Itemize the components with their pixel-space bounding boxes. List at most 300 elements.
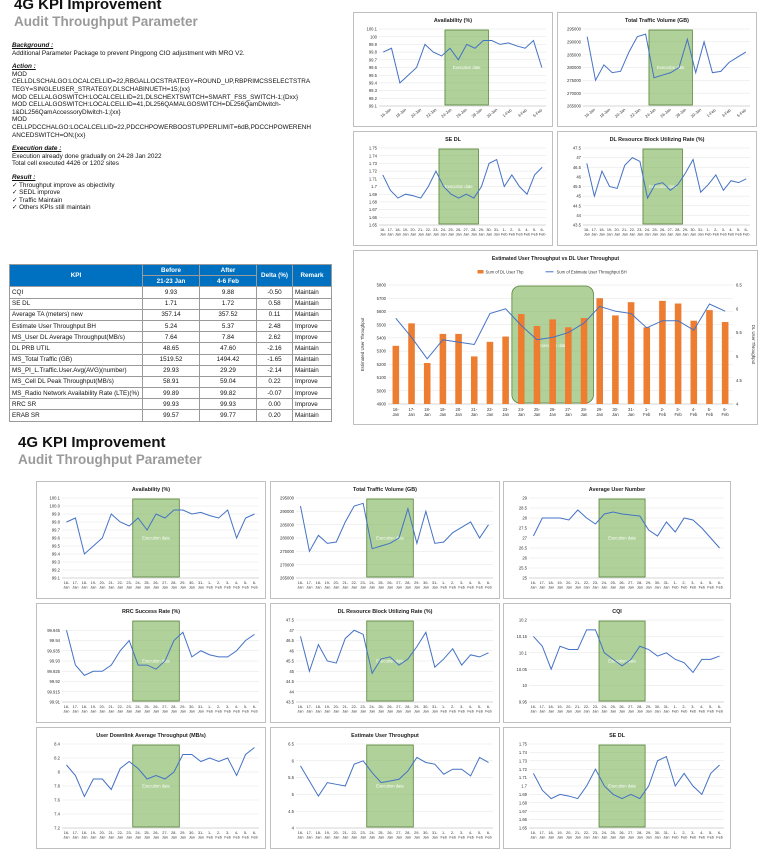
x-tick-label: 5- bbox=[709, 705, 713, 709]
chart-svg bbox=[37, 604, 265, 722]
y2-tick-label: 4 bbox=[736, 401, 739, 407]
x-tick-label: 1- bbox=[673, 581, 677, 585]
x-tick-label: 23- bbox=[360, 831, 366, 835]
x-tick-label: Jan bbox=[315, 585, 322, 590]
table-cell-remark: Improve bbox=[293, 388, 332, 399]
y-tick-label: 99.7 bbox=[51, 527, 60, 533]
x-tick-label: 2- bbox=[714, 228, 718, 232]
table-cell-kpi: RRC SR bbox=[10, 399, 143, 410]
highlight-label: Execution date bbox=[648, 184, 677, 190]
x-tick-label: 29- bbox=[596, 407, 603, 412]
x-tick-label: 27- bbox=[628, 581, 634, 585]
x-tick-label: 3- bbox=[459, 831, 464, 835]
x-tick-label: 31- bbox=[663, 581, 670, 585]
x-tick-label: 25- bbox=[610, 831, 616, 835]
x-tick-label: Jan bbox=[549, 412, 557, 417]
y-tick-label: 1.71 bbox=[518, 775, 527, 781]
x-tick-label: 4- bbox=[468, 831, 473, 835]
y-tick-label: 46.5 bbox=[285, 638, 294, 644]
x-tick-label: 6- bbox=[486, 705, 491, 709]
chart-dl-thp-s2 bbox=[36, 727, 266, 849]
x-tick-label: Jan bbox=[636, 585, 643, 590]
x-tick-label: Jan bbox=[152, 835, 160, 840]
x-tick-label: 16- bbox=[63, 831, 70, 835]
delta-header: Delta (%) bbox=[257, 265, 293, 287]
bar bbox=[487, 342, 494, 404]
x-tick-label: 27- bbox=[396, 705, 402, 709]
x-tick-label: 18- bbox=[548, 705, 554, 709]
x-tick-label: 29- bbox=[180, 581, 186, 585]
x-tick-label: 1- bbox=[673, 705, 677, 709]
x-tick-label: Feb bbox=[215, 585, 222, 590]
y-tick-label: 1.68 bbox=[518, 800, 527, 806]
x-tick-label: 17- bbox=[72, 581, 79, 585]
x-tick-label: 21- bbox=[342, 705, 348, 709]
x-tick-label: Jan bbox=[161, 835, 169, 840]
x-tick-label: 22- bbox=[583, 831, 590, 835]
x-tick-label: Jan bbox=[645, 835, 652, 840]
x-tick-label: 20-Jan bbox=[613, 107, 627, 119]
x-tick-label: 22- bbox=[583, 705, 590, 709]
x-tick-label: 16- bbox=[297, 581, 304, 585]
bar bbox=[596, 298, 603, 404]
chart-svg bbox=[271, 482, 499, 598]
x-tick-label: 5-Feb bbox=[735, 107, 748, 119]
chart-cqi-s2 bbox=[503, 603, 731, 723]
x-tick-label: Feb bbox=[215, 709, 222, 714]
chart-sedl-s1 bbox=[353, 131, 553, 246]
y-tick-label: 8.4 bbox=[54, 741, 60, 747]
table-row bbox=[10, 309, 332, 320]
x-tick-label: Feb bbox=[476, 585, 483, 590]
x-tick-label: 5- bbox=[243, 831, 248, 835]
table-cell-before: 58.91 bbox=[143, 376, 200, 387]
x-tick-label: Jan bbox=[682, 232, 689, 237]
x-tick-label: Feb bbox=[449, 585, 456, 590]
x-tick-label: Feb bbox=[485, 585, 492, 590]
x-tick-label: Jan bbox=[360, 585, 367, 590]
x-tick-label: Jan bbox=[636, 709, 643, 714]
table-cell-after: 29.29 bbox=[200, 365, 257, 376]
chart-avg-user-s2 bbox=[503, 481, 731, 599]
chart-svg bbox=[504, 604, 730, 722]
x-tick-label: Feb bbox=[242, 709, 249, 714]
chart-svg bbox=[558, 132, 756, 245]
x-tick-label: Jan bbox=[324, 835, 331, 840]
action-line: MOD CELLALGOSWITCH:LOCALCELLID=41,DL256QAMALGOSWITCH=DL256QamDlwitch- bbox=[12, 101, 281, 109]
x-tick-label: 18-Jan bbox=[394, 107, 408, 119]
x-tick-label: Jan bbox=[654, 835, 661, 840]
chart-svg bbox=[354, 13, 552, 126]
y-tick-label: 1.72 bbox=[368, 168, 377, 174]
y-tick-label: 45.5 bbox=[285, 658, 294, 664]
x-tick-label: 23- bbox=[502, 407, 509, 412]
x-tick-label: Jan bbox=[530, 585, 537, 590]
x-tick-label: 2- bbox=[451, 581, 455, 585]
table-cell-remark: Maintain bbox=[293, 365, 332, 376]
table-row bbox=[10, 376, 332, 387]
y-tick-label: 7.2 bbox=[54, 825, 60, 831]
x-tick-label: 22- bbox=[117, 581, 123, 585]
x-tick-label: Feb bbox=[233, 835, 240, 840]
bar bbox=[549, 319, 556, 404]
x-tick-label: Jan bbox=[539, 585, 546, 590]
x-tick-label: Jan bbox=[448, 232, 455, 237]
x-tick-label: 24-Jan bbox=[440, 107, 453, 119]
x-tick-label: 6- bbox=[717, 705, 722, 709]
bar bbox=[581, 318, 588, 404]
table-cell-before: 1519.52 bbox=[143, 354, 200, 365]
y-tick-label: 5 bbox=[291, 792, 294, 797]
y-tick-label: 10.2 bbox=[518, 617, 527, 623]
y-tick-label: 28 bbox=[522, 515, 527, 521]
chart-svg bbox=[37, 482, 265, 598]
x-tick-label: Feb bbox=[698, 835, 706, 840]
x-tick-label: Jan bbox=[565, 585, 572, 590]
y-tick-label: 5300 bbox=[376, 348, 386, 354]
x-tick-label: Jan bbox=[72, 709, 79, 714]
table-cell-delta: 0.58 bbox=[257, 298, 293, 309]
x-tick-label: Jan bbox=[342, 585, 349, 590]
x-tick-label: 30- bbox=[423, 705, 429, 709]
y-tick-label: 1.65 bbox=[368, 222, 377, 228]
x-tick-label: 30- bbox=[612, 407, 619, 412]
x-tick-label: Jan bbox=[324, 585, 331, 590]
table-cell-delta: -0.07 bbox=[257, 388, 293, 399]
x-tick-label: 26-Jan bbox=[659, 107, 672, 119]
table-cell-after: 47.60 bbox=[200, 343, 257, 354]
chart-svg bbox=[504, 728, 730, 848]
x-tick-label: Feb bbox=[485, 709, 492, 714]
table-cell-kpi: DL PRB UTIL bbox=[10, 343, 143, 354]
table-cell-kpi: MS_User DL Average Throughput(MB/s) bbox=[10, 332, 143, 343]
table-cell-delta: 0.11 bbox=[257, 309, 293, 320]
x-tick-label: 16- bbox=[530, 705, 537, 709]
y-tick-label: 295000 bbox=[567, 26, 581, 32]
x-tick-label: Jan bbox=[580, 412, 588, 417]
x-tick-label: 16- bbox=[380, 228, 386, 232]
x-tick-label: 3- bbox=[225, 581, 230, 585]
y-tick-label: 99.2 bbox=[368, 95, 377, 101]
x-tick-label: Feb bbox=[707, 835, 714, 840]
x-tick-label: Jan bbox=[386, 585, 394, 590]
x-tick-label: 5- bbox=[532, 228, 537, 232]
x-tick-label: 31- bbox=[663, 705, 670, 709]
x-tick-label: 20- bbox=[410, 228, 416, 232]
bar bbox=[440, 334, 447, 404]
x-tick-label: Jan bbox=[627, 835, 634, 840]
table-row bbox=[10, 320, 332, 331]
x-tick-label: 21- bbox=[418, 228, 424, 232]
x-tick-label: 1-Feb bbox=[705, 107, 717, 119]
x-tick-label: Jan bbox=[179, 709, 186, 714]
y-tick-label: 9.95 bbox=[518, 699, 527, 705]
bar bbox=[455, 334, 462, 404]
y-tick-label: 99.9 bbox=[368, 42, 377, 47]
x-tick-label: 19- bbox=[90, 831, 97, 835]
x-tick-label: 28- bbox=[171, 705, 177, 709]
chart-title: DL Resource Block Utilizing Rate (%) bbox=[337, 609, 433, 615]
y-tick-label: 27.5 bbox=[518, 525, 527, 531]
x-tick-label: Jan bbox=[72, 835, 79, 840]
y-tick-label: 99.945 bbox=[47, 627, 60, 633]
x-tick-label: 27- bbox=[565, 407, 572, 412]
table-cell-remark: Maintain bbox=[293, 287, 332, 298]
x-tick-label: Feb bbox=[658, 412, 667, 417]
x-tick-label: 29- bbox=[180, 705, 186, 709]
x-tick-label: 19- bbox=[439, 407, 446, 412]
result-heading: Result : bbox=[12, 173, 36, 181]
y-tick-label: 100.0 bbox=[49, 503, 60, 509]
x-tick-label: Jan bbox=[636, 232, 643, 237]
x-tick-label: 31- bbox=[198, 705, 204, 709]
table-row bbox=[10, 410, 332, 421]
x-tick-label: 24- bbox=[135, 705, 141, 709]
x-tick-label: 31- bbox=[198, 831, 204, 835]
x-tick-label: Feb bbox=[689, 835, 697, 840]
x-tick-label: Feb bbox=[440, 585, 448, 590]
x-tick-label: Feb bbox=[538, 232, 546, 237]
x-tick-label: Feb bbox=[467, 585, 474, 590]
x-tick-label: Jan bbox=[612, 412, 619, 417]
x-tick-label: Jan bbox=[72, 585, 79, 590]
x-tick-label: Jan bbox=[690, 232, 697, 237]
y-tick-label: 99.92 bbox=[49, 679, 60, 685]
table-cell-remark: Maintain bbox=[293, 343, 332, 354]
x-tick-label: Jan bbox=[108, 585, 115, 590]
result-item: ✓ Throughput improve as objectivity bbox=[12, 182, 350, 190]
x-tick-label: Jan bbox=[431, 709, 438, 714]
table-cell-after: 99.82 bbox=[200, 388, 257, 399]
x-tick-label: Jan bbox=[652, 232, 659, 237]
x-tick-label: Jan bbox=[663, 835, 670, 840]
x-tick-label: 27- bbox=[162, 705, 168, 709]
y-tick-label: 1.7 bbox=[371, 184, 377, 190]
x-tick-label: Feb bbox=[680, 709, 688, 714]
x-tick-label: 16- bbox=[530, 581, 537, 585]
y-tick-label: 1.68 bbox=[368, 199, 377, 205]
x-tick-label: Jan bbox=[413, 709, 420, 714]
x-tick-label: 3- bbox=[721, 228, 726, 232]
x-tick-label: 5- bbox=[707, 407, 712, 412]
x-tick-label: Feb bbox=[476, 709, 483, 714]
chart-sedl-s2 bbox=[503, 727, 731, 849]
x-tick-label: Jan bbox=[342, 835, 349, 840]
y-tick-label: 99.91 bbox=[49, 699, 60, 705]
x-tick-label: 30- bbox=[486, 228, 492, 232]
x-tick-label: 30- bbox=[690, 228, 696, 232]
x-tick-label: Jan bbox=[455, 232, 462, 237]
x-tick-label: Feb bbox=[523, 232, 531, 237]
x-tick-label: Jan bbox=[539, 709, 546, 714]
x-tick-label: 31- bbox=[628, 407, 635, 412]
x-tick-label: 28- bbox=[405, 705, 411, 709]
y-tick-label: 4 bbox=[291, 825, 294, 831]
x-tick-label: 24- bbox=[601, 831, 608, 835]
x-tick-label: 27- bbox=[628, 831, 634, 835]
y-tick-label: 99.93 bbox=[49, 658, 60, 664]
y-tick-label: 1.72 bbox=[518, 766, 527, 772]
x-tick-label: 3- bbox=[225, 831, 230, 835]
y-tick-label: 47 bbox=[289, 627, 294, 633]
legend-swatch-bar bbox=[478, 270, 484, 274]
x-tick-label: 18- bbox=[599, 228, 605, 232]
x-tick-label: 4- bbox=[234, 831, 239, 835]
bar bbox=[408, 323, 415, 404]
x-tick-label: 26- bbox=[387, 705, 393, 709]
x-tick-label: 17- bbox=[387, 228, 394, 232]
y-tick-label: 1.73 bbox=[368, 161, 377, 166]
x-tick-label: Jan bbox=[486, 412, 494, 417]
y-tick-label: 10.05 bbox=[516, 666, 527, 672]
bar bbox=[691, 321, 698, 404]
x-tick-label: 1- bbox=[442, 581, 446, 585]
x-tick-label: Feb bbox=[508, 232, 516, 237]
chart-svg bbox=[271, 604, 499, 722]
y-tick-label: 5.5 bbox=[288, 775, 294, 781]
x-tick-label: 24- bbox=[601, 705, 608, 709]
x-tick-label: Jan bbox=[629, 232, 636, 237]
x-tick-label: Jan bbox=[144, 585, 151, 590]
x-tick-label: 21- bbox=[575, 831, 581, 835]
y-tick-label: 290000 bbox=[567, 39, 581, 45]
x-tick-label: Feb bbox=[458, 585, 465, 590]
table-cell-remark: Maintain bbox=[293, 354, 332, 365]
y-tick-label: 1.7 bbox=[521, 783, 527, 789]
x-tick-label: Feb bbox=[467, 835, 474, 840]
x-tick-label: 22- bbox=[351, 831, 357, 835]
x-tick-label: 16- bbox=[392, 407, 399, 412]
x-tick-label: 21- bbox=[622, 228, 628, 232]
action-line: ANCEDSWITCH=ON;{xx} bbox=[12, 131, 86, 139]
y-tick-label: 275000 bbox=[567, 77, 581, 83]
x-tick-label: 24-Jan bbox=[644, 107, 657, 119]
x-tick-label: Feb bbox=[251, 585, 258, 590]
x-tick-label: 25- bbox=[378, 705, 384, 709]
x-tick-label: 29- bbox=[414, 705, 420, 709]
x-tick-label: 19- bbox=[324, 831, 331, 835]
y-axis-label: Estimated User Throughput bbox=[360, 317, 365, 372]
x-tick-label: 23- bbox=[592, 831, 599, 835]
x-tick-label: Feb bbox=[458, 709, 465, 714]
x-tick-label: 5- bbox=[243, 705, 248, 709]
x-tick-label: Jan bbox=[404, 709, 411, 714]
x-tick-label: 18- bbox=[315, 831, 322, 835]
action-heading: Action : bbox=[12, 63, 36, 71]
y-tick-label: 99.5 bbox=[368, 72, 377, 78]
x-tick-label: Feb bbox=[224, 835, 231, 840]
action-line: MOD bbox=[12, 116, 27, 124]
x-tick-label: 1- bbox=[208, 581, 212, 585]
x-tick-label: Jan bbox=[386, 709, 394, 714]
highlight-label: Execution date bbox=[142, 783, 170, 789]
x-tick-label: 26- bbox=[619, 831, 625, 835]
y-tick-label: 5100 bbox=[376, 375, 386, 381]
x-tick-label: 25- bbox=[378, 831, 384, 835]
x-tick-label: 16-Jan bbox=[583, 107, 596, 119]
x-tick-label: 20- bbox=[333, 831, 340, 835]
table-cell-delta: -2.14 bbox=[257, 365, 293, 376]
x-tick-label: Jan bbox=[197, 585, 204, 590]
x-tick-label: 3- bbox=[691, 831, 695, 835]
x-tick-label: Jan bbox=[306, 709, 313, 714]
chart-title: Availability (%) bbox=[433, 18, 473, 24]
x-tick-label: Jan bbox=[619, 709, 626, 714]
kpi-header: KPI bbox=[10, 265, 143, 287]
x-tick-label: 26- bbox=[153, 831, 159, 835]
x-tick-label: 30- bbox=[423, 581, 429, 585]
x-tick-label: 22- bbox=[629, 228, 636, 232]
x-tick-label: 1- bbox=[208, 705, 212, 709]
x-tick-label: 19- bbox=[557, 831, 563, 835]
x-tick-label: 17- bbox=[539, 831, 546, 835]
x-tick-label: Jan bbox=[99, 709, 106, 714]
x-tick-label: 22- bbox=[351, 581, 357, 585]
y-tick-label: 45 bbox=[576, 193, 581, 199]
x-tick-label: 20- bbox=[99, 831, 106, 835]
x-tick-label: Jan bbox=[627, 412, 635, 417]
y-tick-label: 44 bbox=[576, 212, 581, 218]
x-tick-label: Jan bbox=[197, 835, 204, 840]
x-tick-label: 2- bbox=[451, 831, 455, 835]
x-tick-label: 24- bbox=[440, 228, 447, 232]
x-tick-label: 20-Jan bbox=[409, 107, 423, 119]
x-tick-label: Jan bbox=[425, 232, 432, 237]
y-tick-label: 4900 bbox=[376, 401, 386, 407]
x-tick-label: Jan bbox=[439, 412, 447, 417]
table-cell-kpi: SE DL bbox=[10, 298, 143, 309]
slide1-notes bbox=[12, 42, 350, 212]
y-tick-label: 265000 bbox=[280, 575, 294, 581]
x-tick-label: 17- bbox=[591, 228, 598, 232]
x-tick-label: Jan bbox=[610, 835, 617, 840]
x-tick-label: 19- bbox=[324, 705, 331, 709]
x-tick-label: Feb bbox=[716, 709, 723, 714]
x-tick-label: 30-Jan bbox=[689, 107, 703, 119]
x-tick-label: Jan bbox=[135, 585, 142, 590]
chart-svg bbox=[558, 13, 756, 126]
x-tick-label: Jan bbox=[431, 835, 438, 840]
chart-title: SE DL bbox=[445, 137, 461, 143]
y-tick-label: 44 bbox=[289, 689, 294, 695]
x-tick-label: Jan bbox=[583, 585, 590, 590]
table-cell-before: 99.89 bbox=[143, 388, 200, 399]
x-tick-label: Jan bbox=[394, 232, 402, 237]
x-tick-label: Jan bbox=[108, 709, 115, 714]
x-tick-label: 25- bbox=[610, 705, 616, 709]
x-tick-label: Jan bbox=[502, 412, 509, 417]
x-tick-label: 30- bbox=[654, 705, 661, 709]
bar bbox=[471, 356, 478, 404]
table-row bbox=[10, 287, 332, 298]
table-row bbox=[10, 388, 332, 399]
x-tick-label: Jan bbox=[135, 835, 142, 840]
table-cell-after: 99.93 bbox=[200, 399, 257, 410]
chart-svg bbox=[37, 728, 265, 848]
x-tick-label: 20- bbox=[333, 705, 340, 709]
y-tick-label: 275000 bbox=[280, 548, 294, 554]
x-tick-label: Jan bbox=[369, 585, 376, 590]
x-tick-label: Jan bbox=[324, 709, 331, 714]
x-tick-label: Jan bbox=[395, 585, 403, 590]
x-tick-label: 5- bbox=[709, 831, 713, 835]
x-tick-label: 21- bbox=[575, 581, 581, 585]
x-tick-label: Jan bbox=[410, 232, 417, 237]
chart-title: Average User Number bbox=[588, 487, 646, 493]
x-tick-label: 30-Jan bbox=[485, 107, 499, 119]
x-tick-label: Jan bbox=[404, 835, 411, 840]
x-tick-label: Jan bbox=[556, 835, 564, 840]
